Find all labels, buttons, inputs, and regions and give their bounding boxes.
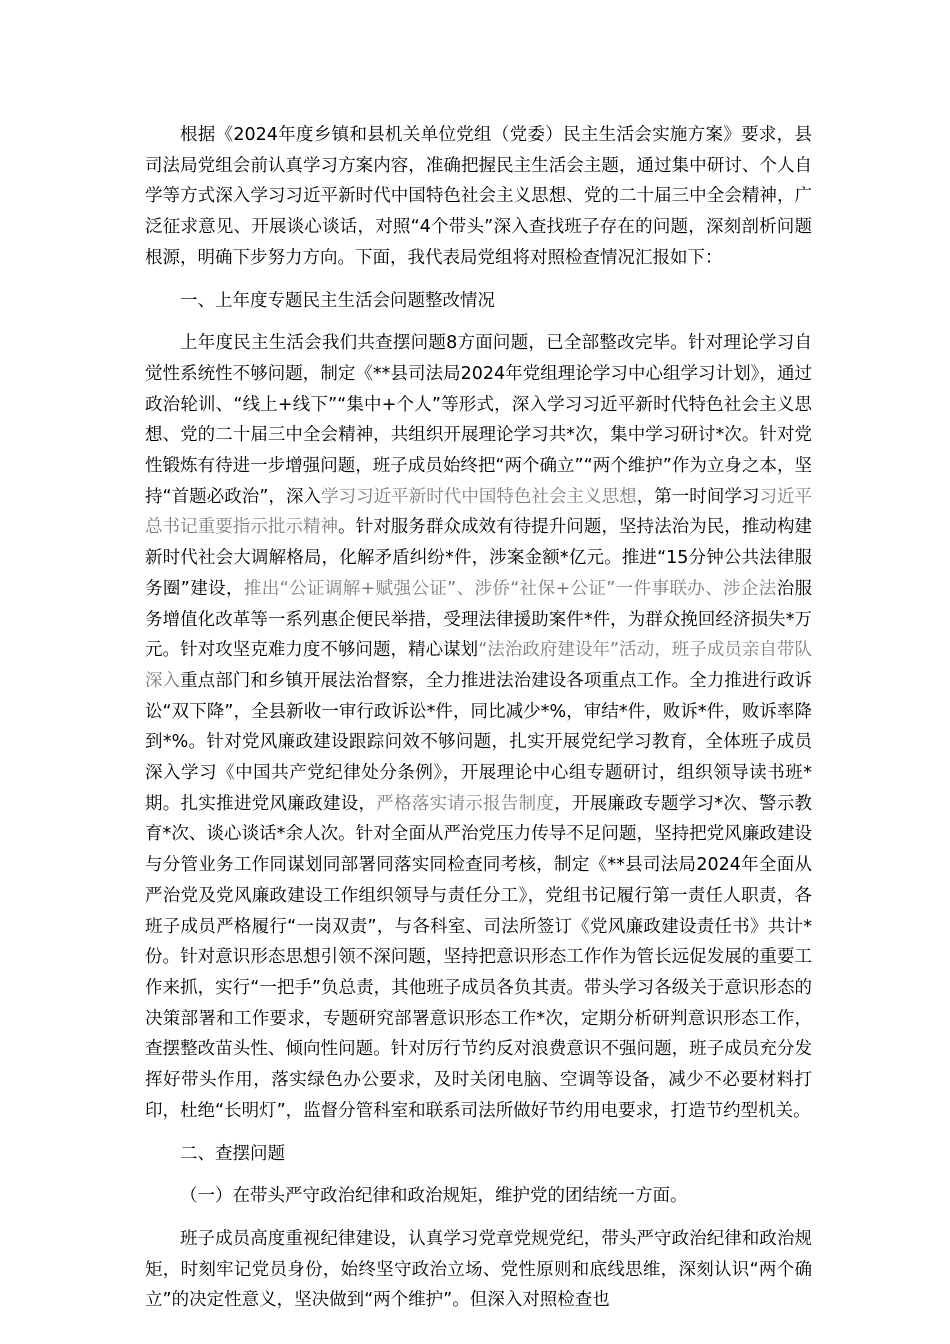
intro-paragraph: 根据《2024年度乡镇和县机关单位党组（党委）民主生活会实施方案》要求，县司法局党组会前认真学习方案内容，准确把握民主生活会主题，通过集中研讨、个人自学等方式深入学习习近平新时代中国特色社会主义思想、党的二十届三中全会精神，广泛征求意见、开展谈心谈话，对照“4个带头”深入查找班子存在的问题，深刻剖析问题根源，明确下步努力方向。下面，我代表局党组将对照检查情况汇报如下： bbox=[145, 125, 812, 268]
text-run: ，第一时间学习 bbox=[636, 486, 760, 507]
highlighted-text: 严格落实请示报告制度 bbox=[376, 793, 555, 814]
section-1-heading: 一、上年度专题民主生活会问题整改情况 bbox=[180, 290, 495, 311]
text-run: 重点部门和乡镇开展法治督察，全力推进法治建设各项重点工作。全力推进行政诉讼“双下降”，全县新收一审行政诉讼*件，同比减少*%，审结*件，败诉*件，败诉率降到*%。针对党风廉政建设跟踪问效不够问题，扎实开展党纪学习教育，全体班子成员深入学习《中国共产党纪律处分条例》，开展理论中心组专题研讨，组织领导读书班*期。扎实推进党风廉政建设， bbox=[145, 670, 812, 814]
text-run: 上年度民主生活会我们共查摆问题8方面问题，已全部整改完毕。针对理论学习自觉性系统性不够问题，制定《**县司法局2024年党组理论学习中心组学习计划》，通过政治轮训、“线上+线下”“集中+个人”等形式，深入学习习近平新时代特色社会主义思想、党的二十届三中全会精神，共组织开展理论学习共*次，集中学习研讨*次。针对党性锻炼有待进一步增强问题，班子成员始终把“两个确立”“两个维护”作为立身之本，坚持“首题必政治”，深入 bbox=[145, 333, 812, 507]
subsection-1-heading: （一）在带头严守政治纪律和政治规矩，维护党的团结统一方面。 bbox=[180, 1186, 688, 1207]
subsection-1-paragraph: 班子成员高度重视纪律建设，认真学习党章党规党纪，带头严守政治纪律和政治规矩，时刻牢记党员身份，始终坚守政治立场、党性原则和底线思维，深刻认识“两个确立”的决定性意义，坚决做到“两个维护”。但深入对照检查也 bbox=[145, 1228, 812, 1311]
highlighted-text: 学习习近平新时代中国特色社会主义思想 bbox=[321, 486, 637, 507]
section-2-heading: 二、查摆问题 bbox=[180, 1143, 285, 1164]
highlighted-text: 推出“公证调解+赋强公证”、涉侨“社保+公证”一件事联办、涉企法 bbox=[243, 578, 777, 599]
text-run: 治服务增值化改革等一系列惠企便民举措，受理法律援助案件*件，为群众挽回经济损失*万元。针对攻坚克难力度不够问题，精心谋划 bbox=[145, 578, 813, 661]
text-run: ，开展廉政专题学习*次、警示教育*次、谈心谈话*余人次。针对全面从严治党压力传导不足问题，坚持把党风廉政建设与分管业务工作同谋划同部署同落实同检查同考核，制定《**县司法局2024年全面从严治党及党风廉政建设工作组织领导与责任分工》，党组书记履行第一责任人职责，各班子成员严格履行“一岗双责”，与各科室、司法所签订《党风廉政建设责任书》共计*份。针对意识形态思想引领不深问题，坚持把意识形态工作作为管长远促发展的重要工作来抓，实行“一把手”负总责，其他班子成员各负其责。带头学习各级关于意识形态的决策部署和工作要求，专题研究部署意识形态工作*次，定期分析研判意识形态工作，查摆整改苗头性、倾向性问题。针对厉行节约反对浪费意识不强问题，班子成员充分发挥好带头作用，落实绿色办公要求，及时关闭电脑、空调等设备，减少不必要材料打印，杜绝“长明灯”，监督分管科室和联系司法所做好节约用电要求，打造节约型机关。 bbox=[145, 793, 813, 1121]
text-run: 。针对服务群众成效有待提升问题，坚持法治为民，推动构建新时代社会大调解格局，化解矛盾纠纷*件，涉案金额*亿元。推进“15分钟公共法律服务圈”建设， bbox=[145, 517, 812, 599]
highlighted-text: 习近平总书记重要指示批示精神 bbox=[145, 486, 813, 538]
section-1-paragraph bbox=[145, 328, 812, 1126]
highlighted-text: “法治政府建设年”活动，班子成员亲自带队深入 bbox=[145, 640, 812, 691]
